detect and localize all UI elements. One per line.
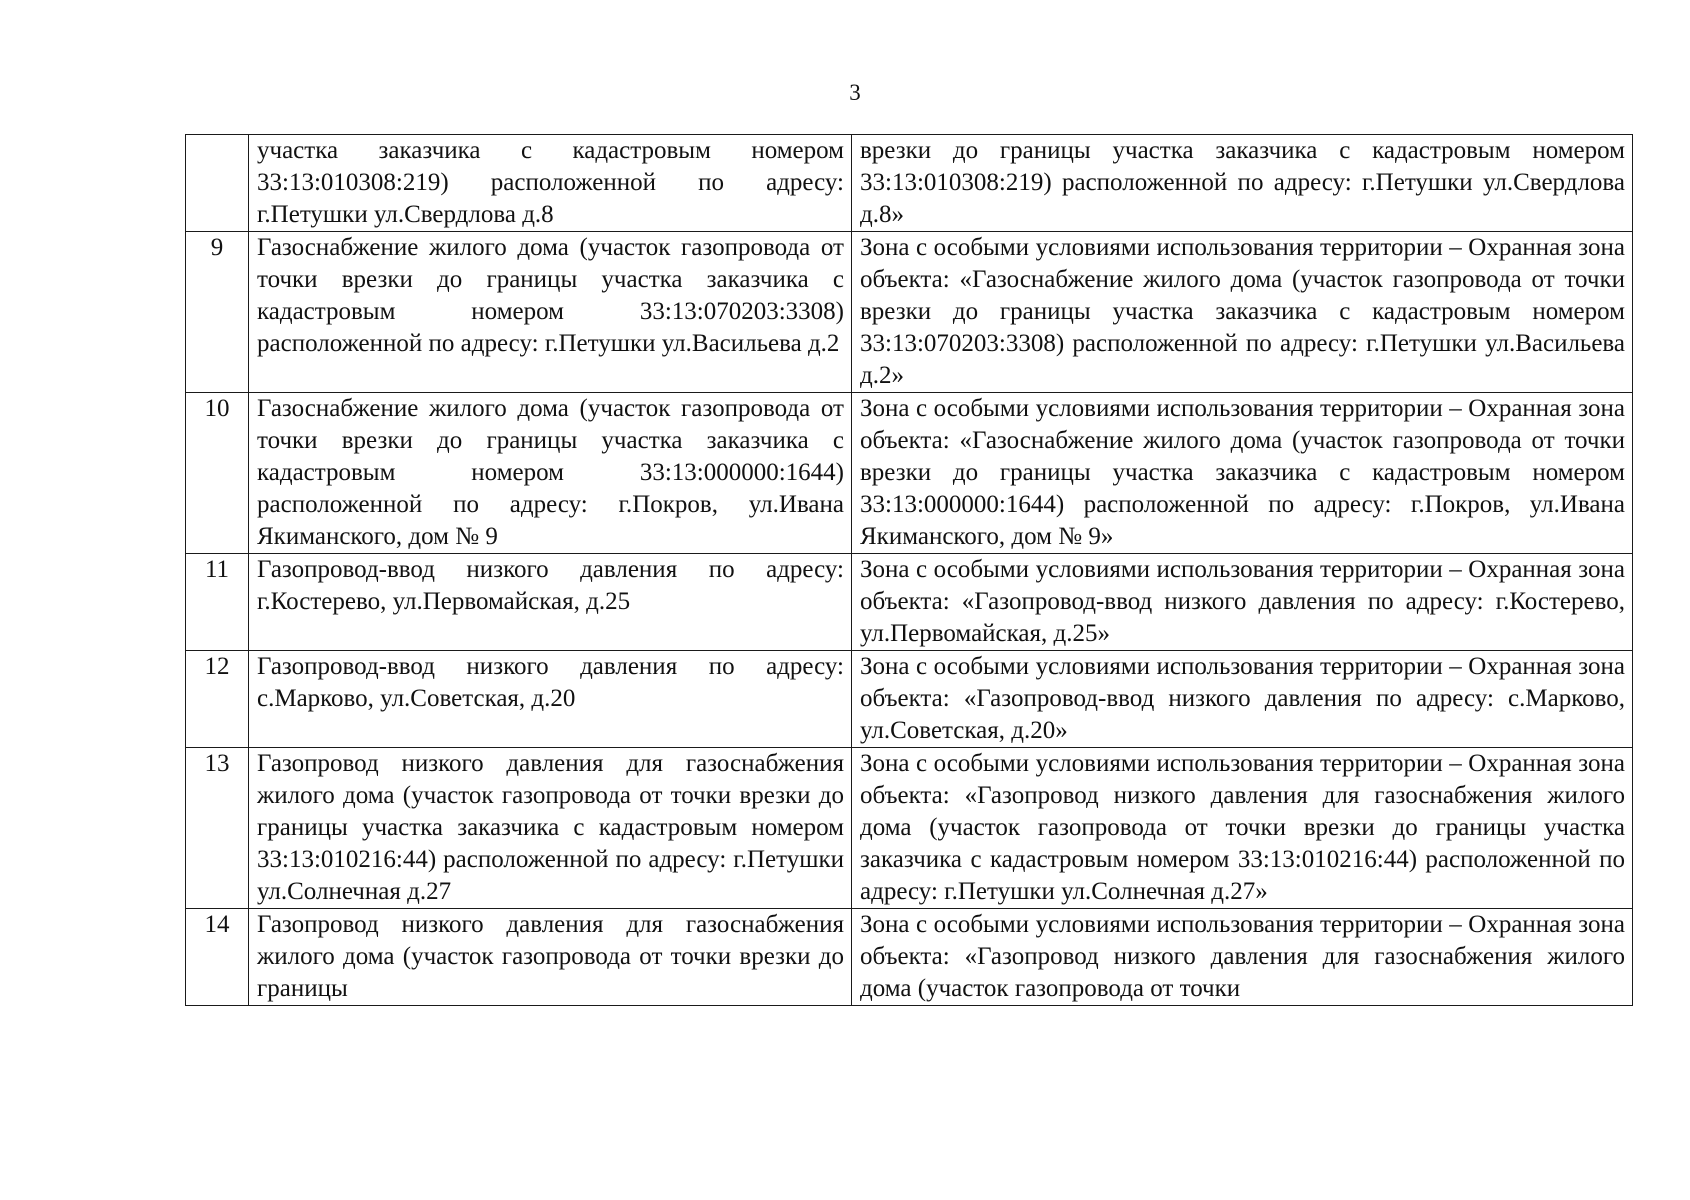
object-name-cell: Газопровод-ввод низкого давления по адресу: с.Марково, ул.Советская, д.20 [249,651,852,748]
page-number: 3 [849,80,861,105]
zone-description-cell: Зона с особыми условиями использования территории – Охранная зона объекта: «Газоснабжение жилого дома (участок газопровода от точки врезки до границы участка заказчика с кадастровым номером 33:13:000000:1644) расположенной по адресу: г.Покров, ул.Ивана Якиманского, дом № 9» [852,393,1633,554]
row-number: 12 [186,651,249,748]
object-name-cell: Газопровод низкого давления для газоснабжения жилого дома (участок газопровода от точки врезки до границы [249,909,852,1006]
row-number: 14 [186,909,249,1006]
object-name-cell: участка заказчика с кадастровым номером 33:13:010308:219) расположенной по адресу: г.Петушки ул.Свердлова д.8 [249,135,852,232]
row-number: 9 [186,232,249,393]
object-name-cell: Газопровод-ввод низкого давления по адресу: г.Костерево, ул.Первомайская, д.25 [249,554,852,651]
row-number: 11 [186,554,249,651]
object-name-cell: Газоснабжение жилого дома (участок газопровода от точки врезки до границы участка заказчика с кадастровым номером 33:13:000000:1644) расположенной по адресу: г.Покров, ул.Ивана Якиманского, дом № 9 [249,393,852,554]
zone-description-cell: Зона с особыми условиями использования территории – Охранная зона объекта: «Газопровод-ввод низкого давления по адресу: с.Марково, ул.Советская, д.20» [852,651,1633,748]
table-row [186,232,1633,393]
row-number: 13 [186,748,249,909]
table-row [186,554,1633,651]
table-row [186,651,1633,748]
row-number: 10 [186,393,249,554]
row-number [186,135,249,232]
table-row [186,393,1633,554]
object-name-cell: Газопровод низкого давления для газоснабжения жилого дома (участок газопровода от точки врезки до границы участка заказчика с кадастровым номером 33:13:010216:44) расположенной по адресу: г.Петушки ул.Солнечная д.27 [249,748,852,909]
zone-description-cell: врезки до границы участка заказчика с кадастровым номером 33:13:010308:219) расположенной по адресу: г.Петушки ул.Свердлова д.8» [852,135,1633,232]
table-row [186,748,1633,909]
table-row [186,909,1633,1006]
zone-description-cell: Зона с особыми условиями использования территории – Охранная зона объекта: «Газопровод-ввод низкого давления по адресу: г.Костерево, ул.Первомайская, д.25» [852,554,1633,651]
object-name-cell: Газоснабжение жилого дома (участок газопровода от точки врезки до границы участка заказчика с кадастровым номером 33:13:070203:3308) расположенной по адресу: г.Петушки ул.Васильева д.2 [249,232,852,393]
zone-description-cell: Зона с особыми условиями использования территории – Охранная зона объекта: «Газоснабжение жилого дома (участок газопровода от точки врезки до границы участка заказчика с кадастровым номером 33:13:070203:3308) расположенной по адресу: г.Петушки ул.Васильева д.2» [852,232,1633,393]
zone-description-cell: Зона с особыми условиями использования территории – Охранная зона объекта: «Газопровод низкого давления для газоснабжения жилого дома (участок газопровода от точки [852,909,1633,1006]
protection-zones-table [185,134,1633,1006]
table-row [186,135,1633,232]
zone-description-cell: Зона с особыми условиями использования территории – Охранная зона объекта: «Газопровод низкого давления для газоснабжения жилого дома (участок газопровода от точки врезки до границы участка заказчика с кадастровым номером 33:13:010216:44) расположенной по адресу: г.Петушки ул.Солнечная д.27» [852,748,1633,909]
